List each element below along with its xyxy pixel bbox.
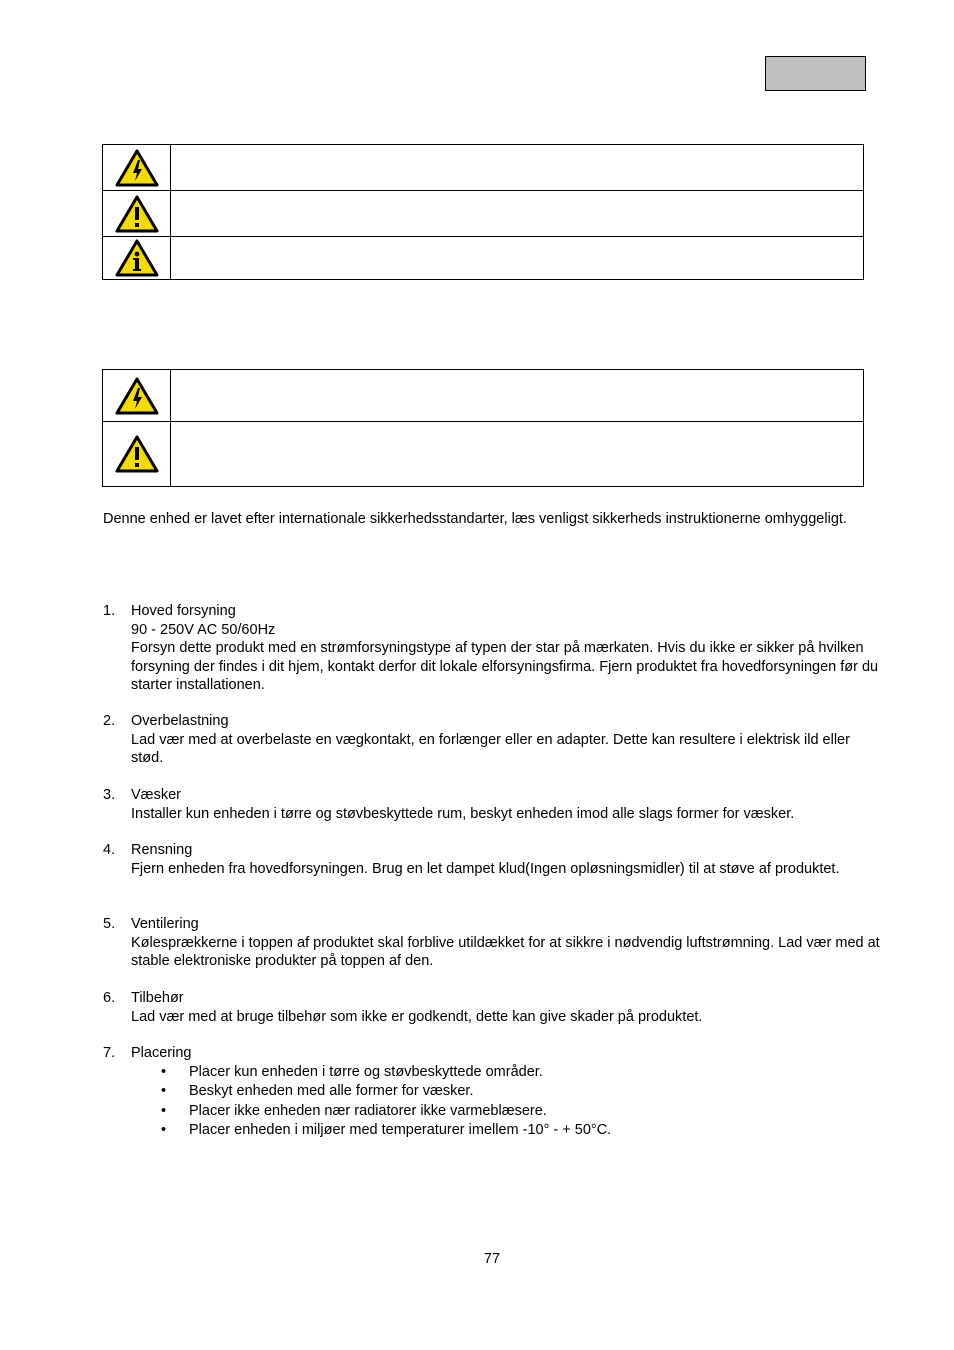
symbol-description [171, 422, 864, 487]
item-text: Fjern enheden fra hovedforsyningen. Brug en let dampet klud(Ingen opløsningsmidler) til at støve af produktet. [131, 860, 840, 877]
item-number: 6. [103, 990, 116, 1006]
item-number: 4. [103, 842, 116, 858]
list-item [103, 915, 883, 971]
bullet-list [131, 1063, 883, 1141]
item-number: 7. [103, 1045, 116, 1061]
exclamation-warning-icon [115, 435, 159, 473]
item-title: Ventilering [131, 916, 199, 932]
symbol-description [171, 370, 864, 422]
list-item [103, 1044, 883, 1141]
bullet-item: • Placer ikke enheden nær radiatorer ikke varmeblæsere. [131, 1102, 883, 1122]
bullet-marker: • [161, 1102, 167, 1119]
intro-paragraph: Denne enhed er lavet efter internationale sikkerhedsstandarter, læs venligst sikkerheds instruktionerne omhyggeligt. [103, 511, 847, 527]
bullet-marker: • [161, 1063, 167, 1080]
item-text: Installer kun enheden i tørre og støvbeskyttede rum, beskyt enheden imod alle slags former for væsker. [131, 805, 795, 822]
bullet-marker: • [161, 1083, 167, 1099]
bullet-item: • Placer kun enheden i tørre og støvbeskyttede områder. [131, 1063, 883, 1083]
language-tab-box [765, 56, 866, 91]
item-number: 2. [103, 713, 116, 729]
item-number: 1. [103, 603, 116, 619]
lightning-warning-icon [115, 149, 159, 187]
symbol-description [171, 145, 864, 191]
item-title: Tilbehør [131, 990, 184, 1006]
item-text: Kølesprækkerne i toppen af produktet skal forblive utildækket for at sikkre i nødvendig luftstrømning. Lad vær med at stable elektroniske produkter på toppen af den. [131, 934, 880, 969]
list-item [103, 786, 883, 823]
bullet-item: • Beskyt enheden med alle former for væsker. [131, 1082, 883, 1102]
item-number: 3. [103, 787, 116, 803]
item-text: Lad vær med at bruge tilbehør som ikke er godkendt, dette kan give skader på produktet. [131, 1008, 703, 1025]
exclamation-warning-icon [115, 195, 159, 233]
item-text: 90 - 250V AC 50/60Hz [131, 621, 276, 638]
item-text: Forsyn dette produkt med en strømforsyningstype af typen der star på mærkaten. Hvis du ikke er sikker på hvilken forsyning der findes i dit hjem, kontakt derfor dit lokale elforsyningsfirma. Fjern produktet fra hovedforsyningen før du starter installationen. [131, 640, 879, 693]
list-item [103, 712, 883, 768]
symbol-table-2 [102, 369, 864, 487]
symbol-description [171, 237, 864, 280]
item-text: Lad vær med at overbelaste en vægkontakt, en forlænger eller en adapter. Dette kan resultere i elektrisk ild eller stød. [131, 731, 850, 766]
bullet-item: • Placer enheden i miljøer med temperaturer imellem -10° - + 50°C. [131, 1121, 883, 1141]
item-title: Placering [131, 1045, 192, 1061]
item-title: Væsker [131, 787, 181, 803]
symbol-table-1 [102, 144, 864, 280]
symbol-description [171, 191, 864, 237]
list-item [103, 841, 883, 878]
list-item [103, 989, 883, 1026]
list-item [103, 602, 883, 695]
item-title: Rensning [131, 842, 193, 858]
page-number: 77 [483, 1251, 501, 1267]
info-warning-icon [115, 239, 159, 277]
bullet-marker: • [161, 1122, 167, 1138]
item-title: Overbelastning [131, 713, 229, 729]
item-title: Hoved forsyning [131, 603, 236, 619]
lightning-warning-icon [115, 377, 159, 415]
item-number: 5. [103, 916, 116, 932]
